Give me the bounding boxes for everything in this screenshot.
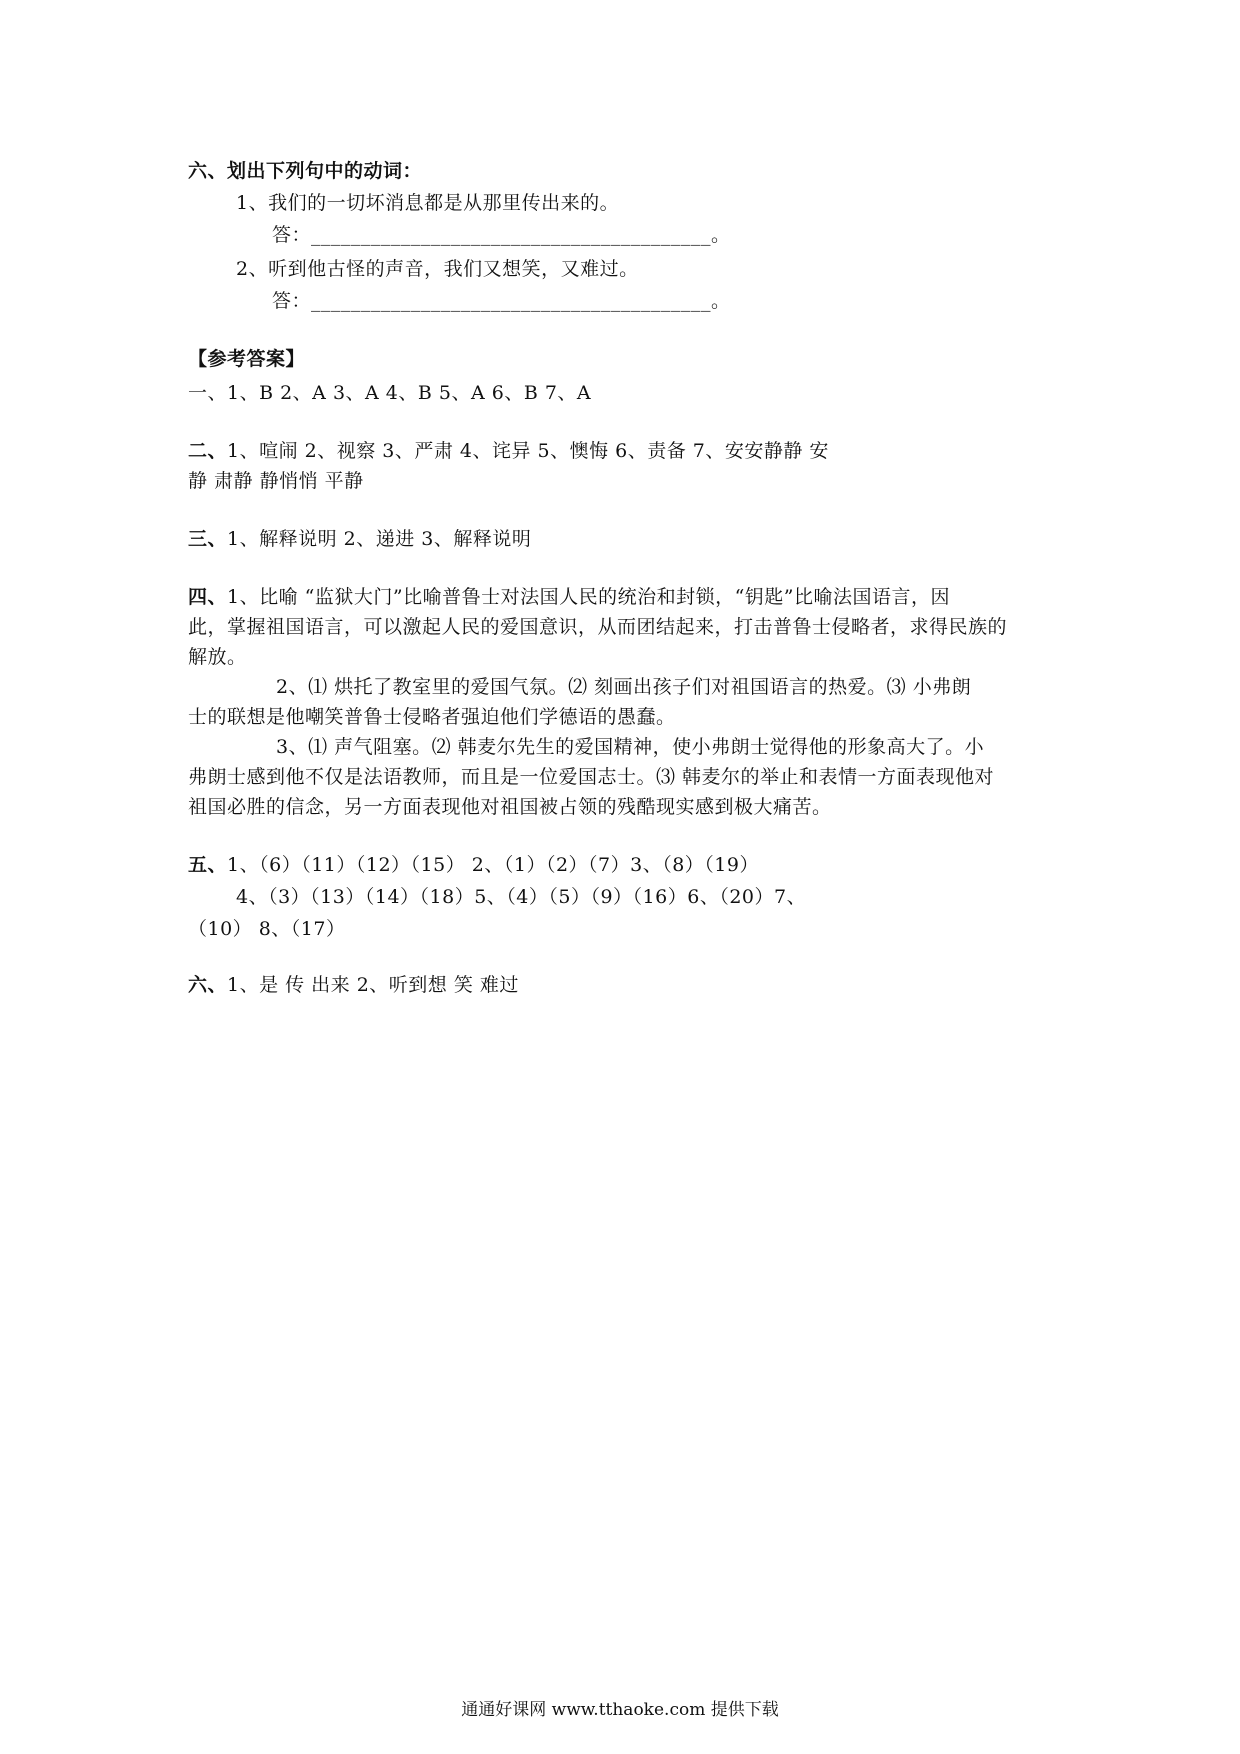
answer-section-2-line-1 (188, 438, 829, 464)
question-2: 2、听到他古怪的声音，我们又想笑，又难过。 (236, 258, 639, 280)
question-1: 1、我们的一切坏消息都是从那里传出来的。 (236, 192, 620, 214)
answer-section-5-line-1 (188, 852, 759, 878)
answer-section-2-label: 二、 (188, 440, 228, 462)
page-footer: 通通好课网 www.tthaoke.com 提供下载 (461, 1700, 779, 1720)
answer-section-6 (188, 972, 519, 998)
answer-section-5-line-2: 4、（3）（13）（14）（18）5、（4）（5）（9）（16）6、（20）7、 (236, 886, 807, 908)
answer-section-4-line-6: 3、⑴ 声气阻塞。⑵ 韩麦尔先生的爱国精神，使小弗朗士觉得他的形象高大了。小 (276, 736, 985, 758)
answer-section-5-line-3: （10） 8、（17） (188, 918, 346, 940)
answer-section-1: 一、1、B 2、A 3、A 4、B 5、A 6、B 7、A (188, 382, 592, 404)
answer-section-4-label: 四、 (188, 586, 228, 608)
answer-section-3-text: 1、解释说明 2、递进 3、解释说明 (227, 528, 532, 550)
answer-section-4-line-5: 士的联想是他嘲笑普鲁士侵略者强迫他们学德语的愚蠢。 (188, 706, 676, 728)
answer-section-2-line-2: 静 肃静 静悄悄 平静 (188, 470, 364, 492)
answer-section-3 (188, 526, 531, 552)
answer-section-4-line-7: 弗朗士感到他不仅是法语教师，而且是一位爱国志士。⑶ 韩麦尔的举止和表情一方面表现他对 (188, 766, 995, 788)
answer-section-6-text: 1、是 传 出来 2、听到想 笑 难过 (227, 974, 519, 996)
answer-section-4-text: 1、比喻 “监狱大门”比喻普鲁士对法国人民的统治和封锁，“钥匙”比喻法国语言，因 (227, 586, 950, 608)
answer-section-3-label: 三、 (188, 528, 228, 550)
answer-section-4-line-3: 解放。 (188, 646, 247, 668)
answer-section-5-text: 1、（6）（11）（12）（15） 2、（1）（2）（7）3、（8）（19） (227, 854, 759, 876)
answer-section-5-label: 五、 (188, 854, 228, 876)
answer-blank-1: 答：________________________________________。 (272, 224, 731, 246)
answer-section-4-line-2: 此，掌握祖国语言，可以激起人民的爱国意识，从而团结起来，打击普鲁士侵略者，求得民族的 (188, 616, 1008, 638)
answer-section-4-line-4: 2、⑴ 烘托了教室里的爱国气氛。⑵ 刻画出孩子们对祖国语言的热爱。⑶ 小弗朗 (276, 676, 972, 698)
answer-section-2-text: 1、喧闹 2、视察 3、严肃 4、诧异 5、懊悔 6、责备 7、安安静静 安 (227, 440, 829, 462)
section-6-heading: 六、划出下列句中的动词： (188, 160, 423, 182)
answer-key-heading: 【参考答案】 (188, 348, 306, 370)
answer-section-6-label: 六、 (188, 974, 228, 996)
answer-section-4-line-1 (188, 584, 950, 610)
answer-section-4-line-8: 祖国必胜的信念，另一方面表现他对祖国被占领的残酷现实感到极大痛苦。 (188, 796, 832, 818)
answer-blank-2: 答：________________________________________。 (272, 290, 731, 312)
